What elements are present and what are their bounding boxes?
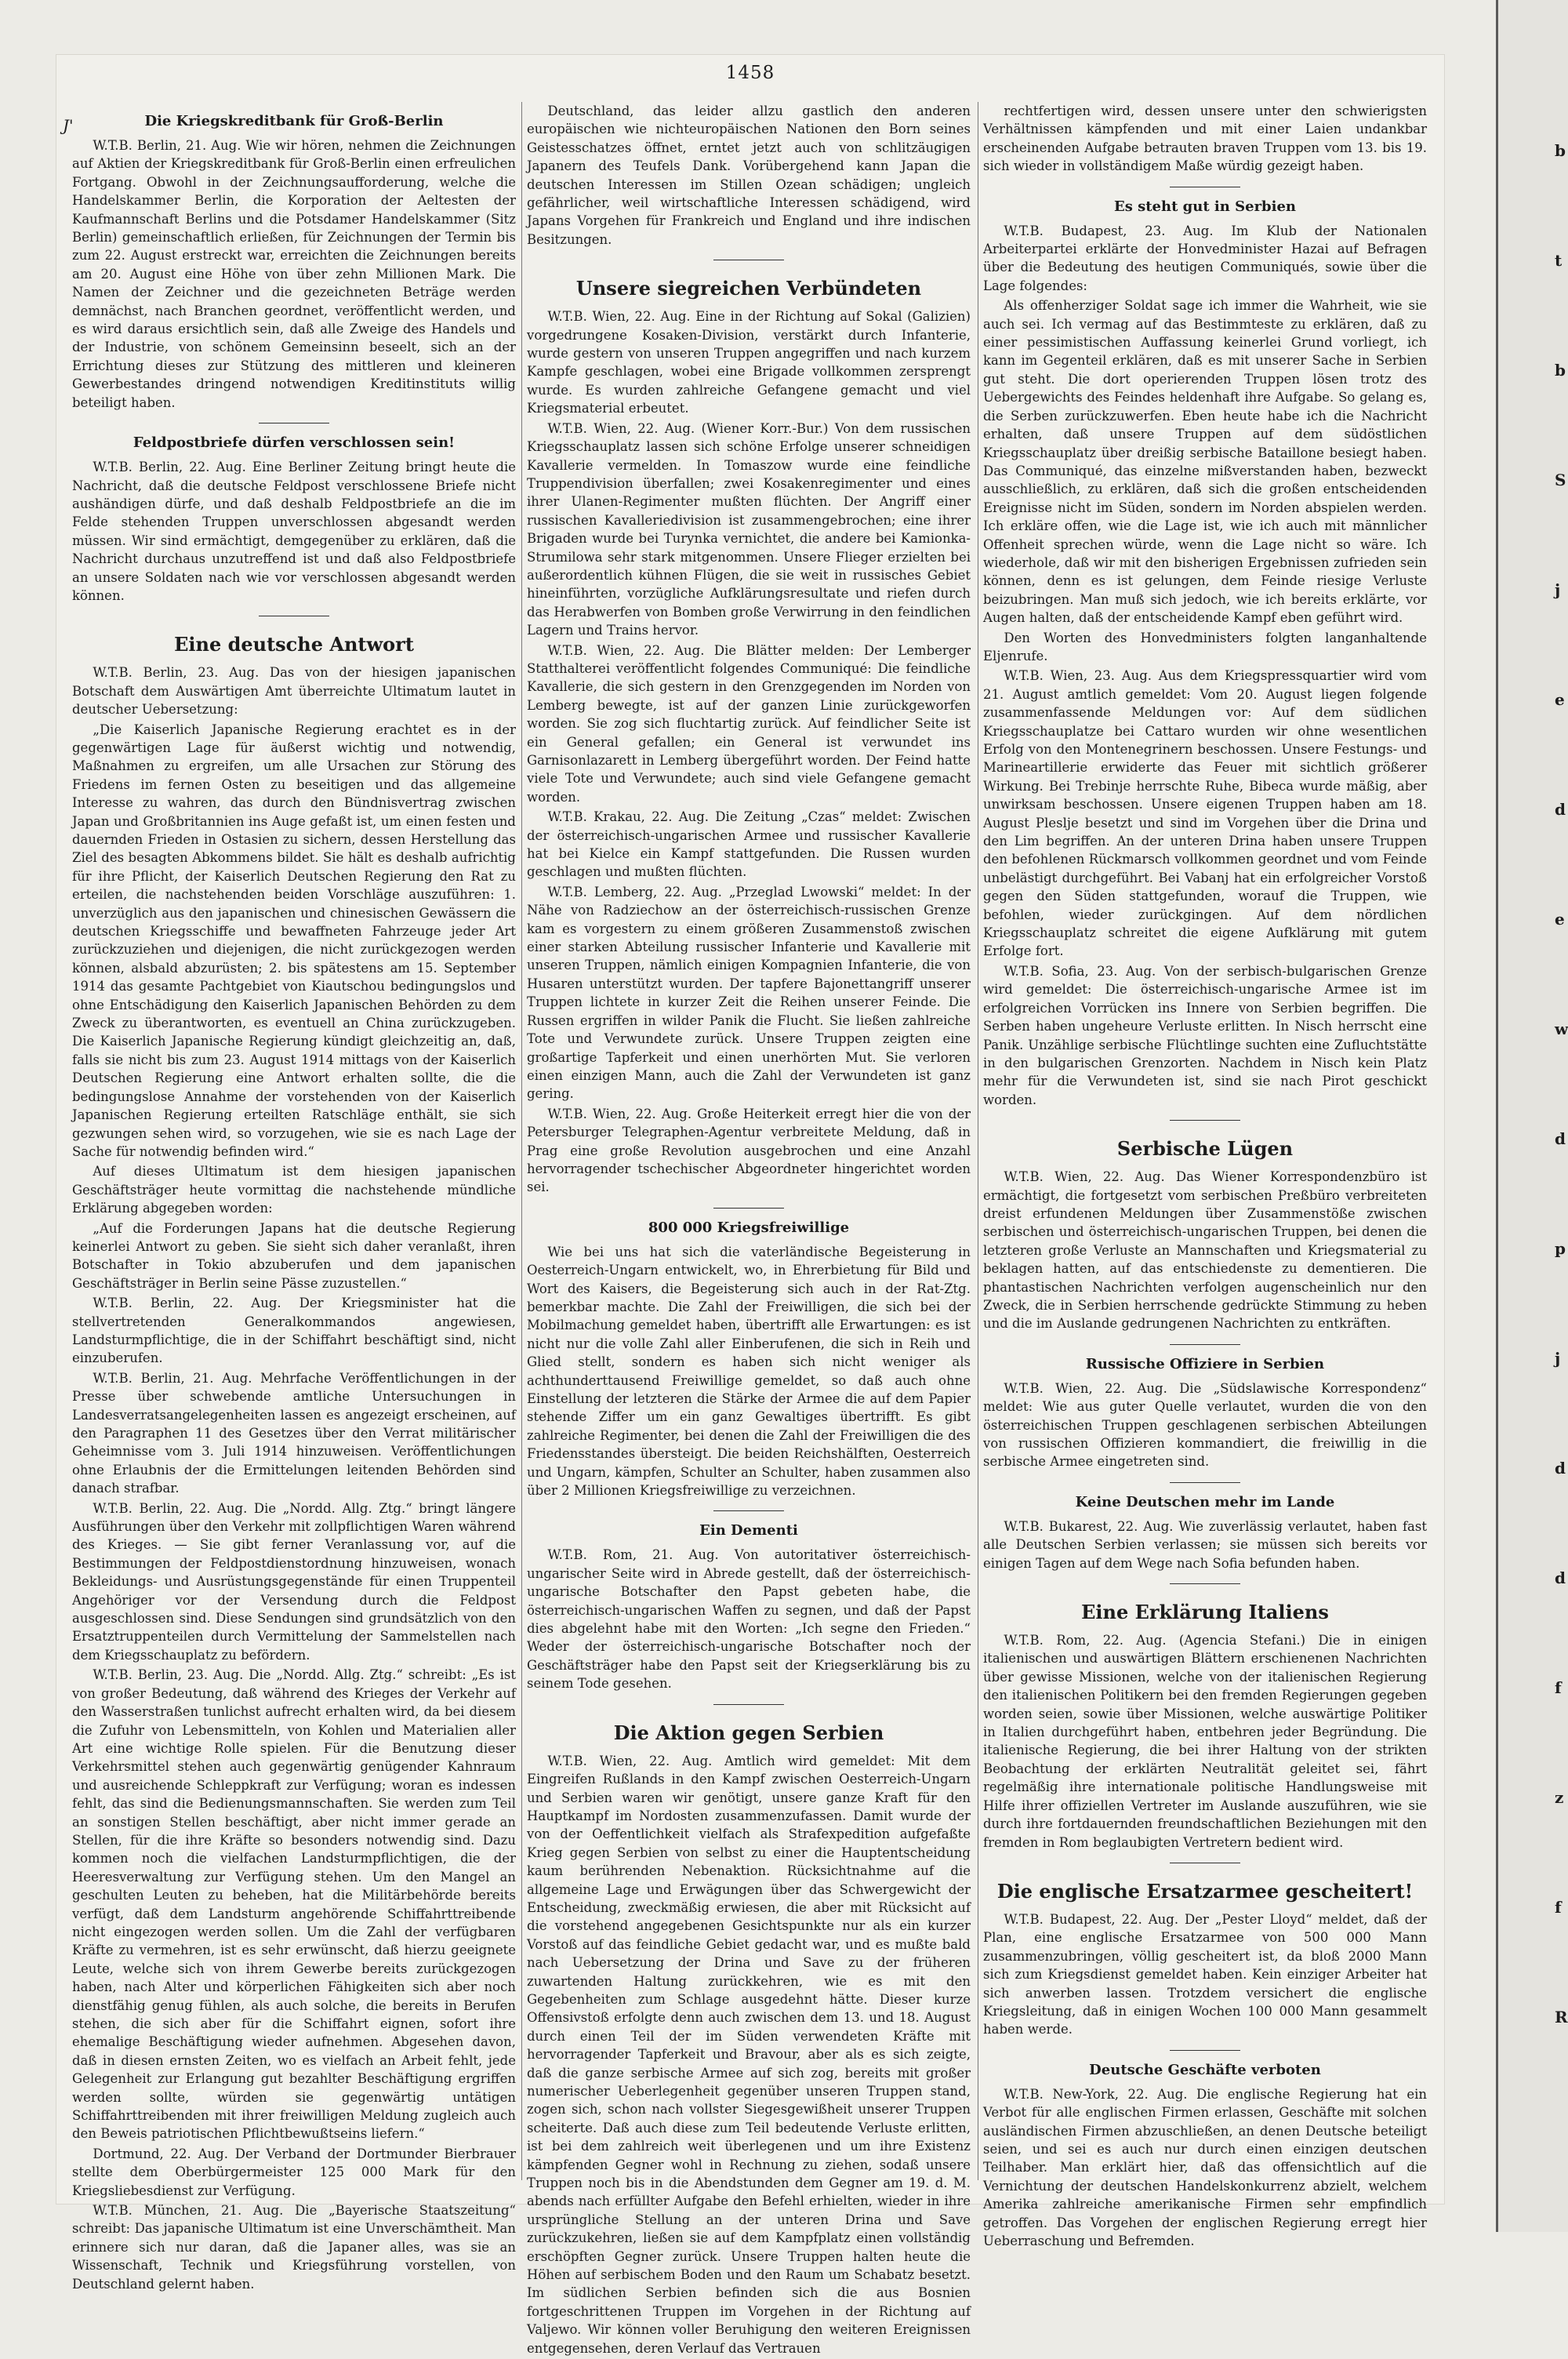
article-headline: Serbische Lügen	[1116, 1137, 1294, 1161]
article-paragraph: W.T.B. Rom, 21. Aug. Von autoritativer österreichisch-ungarischer Seite wird in Abrede gestellt, daß der österreichisch-ungarische Botschafter den Papst gebeten habe, die österreichisch-ungarischen Waffen zu segnen, und daß der Papst dies abgelehnt habe mit den Worten: „Ich segne den Frieden.“ Weder der österreichisch-ungarische Botschafter noch der Geschäftsträger habe den Papst seit der Kriegserklärung bis zu seinem Tode gesehen.	[527, 1547, 971, 1692]
adjacent-page-letter: f	[1555, 1678, 1562, 1697]
article-headline: Die Aktion gegen Serbien	[613, 1721, 884, 1744]
article-paragraph: „Die Kaiserlich Japanische Regierung erachtet es in der gegenwärtigen Lage für äußerst wichtig und notwendig, Maßnahmen zu ergreifen, um alle Ursachen zur Störung des Friedens im fernen Osten zu beseitigen und das allgemeine Interesse zu wahren, das durch den Bündnisvertrag zwischen Japan und Großbritannien ins Auge gefaßt ist, um einen festen und dauernden Frieden in Ostasien zu sichern, dessen Herstellung das Ziel des besagten Abkommens bildet. Sie hält es deshalb aufrichtig für ihre Pflicht, der Kaiserlich Deutschen Regierung den Rat zu erteilen, die nachstehenden beiden Vorschläge auszuführen: 1. unverzüglich aus den japanischen und chinesischen Gewässern die deutschen Kriegsschiffe und bewaffneten Fahrzeuge jeder Art zurückzuziehen und diejenigen, die nicht zurückgezogen werden können, alsbald abzurüsten; 2. bis spätestens am 15. September 1914 das gesamte Pachtgebiet von Kiautschou bedingungslos und ohne Entschädigung den Kaiserlich Japanischen Behörden zu dem Zweck zu überantworten, es eventuell an China zurückzugeben. Die Kaiserlich Japanische Regierung kündigt gleichzeitig an, daß, falls sie nicht bis zum 23. August 1914 mittags von der Kaiserlich Deutschen Regierung eine Antwort erhalten sollte, die die bedingungslose Annahme der vorstehenden von der Kaiserlich Japanischen Regierung erteilten Ratschläge enthält, sie sich gezwungen sehen wird, so vorzugehen, wie sie es nach Lage der Sache für notwendig befinden wird.“	[72, 722, 516, 1159]
article-paragraph: „Auf die Forderungen Japans hat die deutsche Regierung keinerlei Antwort zu geben. Sie sieht sich daher veranlaßt, ihren Botschafter in Tokio abzuberufen und dem japanischen Geschäftsträger in Berlin seine Pässe zuzustellen.“	[72, 1220, 516, 1291]
article	[983, 1138, 1427, 1333]
article-headline: Deutsche Geschäfte verboten	[1089, 2061, 1321, 2078]
article-paragraph: W.T.B. New-York, 22. Aug. Die englische Regierung hat ein Verbot für alle englischen Firmen erlassen, Geschäfte mit solchen ausländischen Firmen abzuschließen, an denen Deutsche beteiligt seien, und sei es auch nur durch einen einzigen deutschen Teilhaber. Man erklärt hier, daß das offensichtlich auf die Vernichtung der deutschen Handelskonkurrenz abzielt, welchem Amerika zahlreiche amerikanische Firmen sehr empfindlich getroffen. Das Vorgehen der englischen Regierung erregt hier Ueberraschung und Befremden.	[983, 2086, 1427, 2248]
article	[983, 1356, 1427, 1471]
adjacent-page-letter: R	[1555, 2008, 1568, 2026]
article-headline: Es steht gut in Serbien	[1113, 198, 1297, 215]
adjacent-page-letter: b	[1555, 141, 1566, 160]
article-paragraph: Als offenherziger Soldat sage ich immer die Wahrheit, wie sie auch sei. Ich vermag auf das Bestimmteste zu erklären, daß zu einer pessimistischen Auffassung keinerlei Grund vorliegt, ich kann im Gegenteil erklären, daß es mit unserer Sache in Serbien gut steht. Die dort operierenden Truppen lösen trotz des Uebergewichts des Feindes heldenhaft ihre Aufgabe. So gelang es, die Serben zurückzuwerfen. Eben heute habe ich die Nachricht erhalten, daß unsere Truppen auf dem südöstlichen Kriegsschauplatz über dreißig serbische Bataillone besiegt haben. Das Communiqué, das einzelne mißverstanden haben, bezweckt ausschließlich, zu erklären, daß sich die großen entscheidenden Ereignisse nicht im Süden, sondern im Norden abspielen werden. Ich erkläre offen, wie die Lage ist, wie ich auch mit männlicher Offenheit sprechen würde, wenn die Lage nicht so wäre. Ich wiederhole, daß wir mit den bisherigen Ergebnissen zufrieden sein können, denn es ist gelungen, dem Feinde riesige Verluste beizubringen. Man muß sich jedoch, wie ich bereits erklärte, vor Augen halten, daß der entscheidende Kampf eben geführt wird.	[983, 298, 1427, 626]
article-headline: Eine Erklärung Italiens	[1081, 1601, 1329, 1624]
article	[983, 198, 1427, 1110]
article-paragraph: W.T.B. Wien, 22. Aug. Amtlich wird gemeldet: Mit dem Eingreifen Rußlands in den Kampf zwischen Oesterreich-Ungarn und Serbien waren wir genötigt, unsere ganze Kraft für den Hauptkampf im Nordosten zusammenzufassen. Damit wurde der von der Oeffentlichkeit vielfach als Strafexpedition aufgefaßte Krieg gegen Serbien von selbst zu einer die Hauptentscheidung kaum berührenden Nebenaktion. Rücksichtnahme auf die allgemeine Lage und Erwägungen über das Schwergewicht der Entscheidung, zweckmäßig erwiesen, die aber mit Rücksicht auf die vorstehend angegebenen Gesichtspunkte nur als ein kurzer Vorstoß auf das feindliche Gebiet gedacht war, und es mußte bald nach Uebersetzung der Drina und Save zu der früheren zuwartenden Haltung zurückkehren, wie es mit den Gegebenheiten zum Schlage ausgedehnt hätte. Dieser kurze Offensivstoß erfolgte denn auch zwischen dem 13. und 18. August durch einen Teil der im Süden verwendeten Kräfte mit hervorragender Tapferkeit und Bravour, aber als es sich zeigte, daß die ganze serbische Armee auf sich zog, bereits mit großer numerischer Ueberlegenheit gegenüber unseren Truppen stand, zogen sich, schon nach vollster Siegesgewißheit unserer Truppen scheiterte. Daß auch diese zum Teil bedeutende Verluste erlitten, ist bei dem zahlreich weit überlegenen und um ihre Existenz kämpfenden Gegner wohl in Rechnung zu ziehen, sodaß unsere Truppen noch bis in die Abendstunden dem Gegner am 19. d. M. abends nach erfüllter Aufgabe den Befehl erhielten, wieder in ihre ursprüngliche Stellung an der unteren Drina und Save zurückzukehren, ließen sie auf dem Kampfplatz einen vollständig erschöpften Gegner zurück. Unsere Truppen halten heute die Höhen auf serbischem Boden und den Raum um Schabatz besetzt. Im südlichen Serbien befinden sich die aus Bosnien fortgeschrittenen Truppen im Vorgehen in der Richtung auf Valjewo. Wir können voller Beruhigung den weiteren Ereignissen entgegensehen, deren Verlauf das Vertrauen	[527, 1753, 971, 2356]
article-divider	[1170, 1583, 1240, 1584]
article-paragraph: W.T.B. Krakau, 22. Aug. Die Zeitung „Czas“ meldet: Zwischen der österreichisch-ungarischen Armee und russischer Kavallerie hat bei Kielce ein Kampf stattgefunden. Die Russen wurden geschlagen und mußten flüchten.	[527, 809, 971, 880]
article-paragraph: W.T.B. Wien, 22. Aug. (Wiener Korr.-Bur.) Von dem russischen Kriegsschauplatz lassen sich schöne Erfolge unserer schneidigen Kavallerie vermelden. In Tomaszow wurde eine feindliche Truppendivision überfallen; zwei Kosakenregimenter und eines ihrer Ulanen-Regimenter mußten flüchten. Der Angriff einer russischen Kavalleriedivision ist zusammengebrochen; eine ihrer Brigaden wurde bei Turynka vernichtet, die andere bei Kamionka-Strumilowa sehr stark mitgenommen. Unsere Flieger erzielten bei außerordentlich kühnen Flügen, die sie weit in russisches Gebiet hineinführten, vorzügliche Aufklärungsresultate und riefen durch das Herabwerfen von Bomben große Verwirrung in den feindlichen Lagern und Trains hervor.	[527, 420, 971, 638]
article-divider	[1170, 2050, 1240, 2051]
article-paragraph: W.T.B. Wien, 22. Aug. Eine in der Richtung auf Sokal (Galizien) vorgedrungene Kosaken-Division, verstärkt durch Infanterie, wurde gestern von unseren Truppen angegriffen und nach kurzem Kampfe geschlagen, wobei eine Brigade vollkommen zersprengt wurde. Es wurden zahlreiche Gefangene gemacht und viel Kriegsmaterial erbeutet.	[527, 309, 971, 416]
article-paragraph: W.T.B. Wien, 22. Aug. Die Blätter melden: Der Lemberger Statthalterei veröffentlicht folgendes Communiqué: Die feindliche Kavallerie, die sich gestern in den Grenzgegenden im Norden von Lemberg bewegte, ist auf der ganzen Linie zurückgeworfen worden. Sie zog sich fluchtartig zurück. Auf feindlicher Seite ist ein General gefallen; ein General ist verwundet ins Garnisonlazarett in Lemberg übergeführt worden. Der Feind hatte viele Tote und Verwundete; auch sind viele Gefangene gemacht worden.	[527, 642, 971, 805]
article-paragraph: W.T.B. Wien, 22. Aug. Das Wiener Korrespondenzbüro ist ermächtigt, die fortgesetzt vom serbischen Preßbüro verbreiteten dreist erfundenen Meldungen über Zusammenstöße zwischen serbischen und österreichisch-ungarischen Truppen, bei denen die letzteren große Verluste an Mannschaften und Kriegsmaterial zu beklagen hatten, auf das entschiedenste zu dementieren. Die phantastischen Nachrichten verfolgen augenscheinlich nur den Zweck, die in Serbien herrschende gedrückte Stimmung zu heben und die im Auslande gedrungenen Nachrichten zu entkräften.	[983, 1169, 1427, 1332]
adjacent-page-letter: d	[1555, 1129, 1566, 1148]
article-paragraph: Dortmund, 22. Aug. Der Verband der Dortmunder Bierbrauer stellte dem Oberbürgermeister 125 000 Mark für den Kriegsliebesdienst zur Verfügung.	[72, 2146, 516, 2198]
adjacent-page-letter: d	[1555, 800, 1566, 819]
article	[983, 1881, 1427, 2039]
article	[527, 1219, 971, 1500]
article-headline: Keine Deutschen mehr im Lande	[1075, 1493, 1335, 1510]
article-paragraph: rechtfertigen wird, dessen unsere unter den schwierigsten Verhältnissen kämpfenden und mit einer Laien undankbar erscheinenden Aufgabe betrauten braven Truppen vom 13. bis 19. sich wieder in vollständigem Maße würdig gezeigt haben.	[983, 104, 1427, 174]
column-left	[72, 102, 516, 2295]
article-paragraph: W.T.B. Sofia, 23. Aug. Von der serbisch-bulgarischen Grenze wird gemeldet: Die österreichisch-ungarische Armee ist im erfolgreichen Vorrücken ins Innere von Serbien begriffen. Die Serben haben ungeheure Verluste erlitten. In Nisch herrscht eine Panik. Unzählige serbische Flüchtlinge suchten eine Zufluchtstätte in den bulgarischen Grenzorten. Nachdem in Nisch kein Platz mehr für die Verwundeten ist, sind sie nach Pirot geschickt worden.	[983, 963, 1427, 1107]
article-paragraph: Deutschland, das leider allzu gastlich den anderen europäischen wie nichteuropäischen Nationen den Born seines Geistesschatzes öffnet, erntet jetzt auch von schlitzäugigen Japanern des Teufels Dank. Vorübergehend kann Japan die deutschen Interessen im Stillen Ozean schädigen; ungleich gefährlicher, weil wirtschaftliche Interessen schädigend, wird Japans Vorgehen für Frankreich und England und ihre indischen Besitzungen.	[527, 104, 971, 247]
article-headline: Die englische Ersatzarmee gescheitert!	[996, 1879, 1414, 1903]
article	[983, 2062, 1427, 2251]
article-paragraph: Auf dieses Ultimatum ist dem hiesigen japanischen Geschäftsträger heute vormittag die nachstehende mündliche Erklärung abgegeben worden:	[72, 1164, 516, 1216]
article	[527, 1522, 971, 1692]
column-middle	[527, 102, 971, 2359]
adjacent-page-letter: t	[1555, 251, 1563, 270]
adjacent-page-letter: z	[1555, 1788, 1564, 1807]
article-paragraph: W.T.B. Budapest, 23. Aug. Im Klub der Nationalen Arbeiterpartei erklärte der Honvedminister Hazai auf Befragen über die Bedeutung des heutigen Communiqués, sowie über die Lage folgendes:	[983, 223, 1427, 293]
article	[983, 1494, 1427, 1572]
adjacent-page-letter: e	[1555, 690, 1565, 709]
article	[527, 1722, 971, 2357]
article-divider	[1170, 1482, 1240, 1483]
adjacent-page-letter: j	[1555, 1349, 1561, 1368]
adjacent-page-letter: f	[1555, 1898, 1562, 1917]
article-paragraph: W.T.B. Wien, 22. Aug. Große Heiterkeit erregt hier die von der Petersburger Telegraphen-Agentur verbreitete Meldung, daß in Prag eine große Revolution ausgebrochen und eine Anzahl hervorragender tschechischer Abgeordneter hingerichtet worden sei.	[527, 1106, 971, 1195]
article-paragraph: W.T.B. München, 21. Aug. Die „Bayerische Staatszeitung“ schreibt: Das japanische Ultimatum ist eine Unverschämtheit. Man erinnere sich nur daran, daß die Japaner alles, was sie an Wissenschaft, Technik und Kriegsführung vorstellen, von Deutschland gelernt haben.	[72, 2203, 516, 2292]
adjacent-page-edge	[1496, 0, 1568, 2232]
article	[527, 102, 971, 249]
adjacent-page-letter: p	[1555, 1239, 1566, 1258]
adjacent-page-letter: j	[1555, 580, 1561, 599]
article-paragraph: Den Worten des Honvedministers folgten langanhaltende Eljenrufe.	[983, 630, 1427, 663]
adjacent-page-letter: d	[1555, 1459, 1566, 1478]
article-divider	[713, 1510, 784, 1511]
article-divider	[1170, 1344, 1240, 1345]
article-paragraph: Wie bei uns hat sich die vaterländische Begeisterung in Oesterreich-Ungarn entwickelt, wo, in Ehrerbietung für Bild und Wort des Kaisers, die Begeisterung sich auch in der Rat-Ztg. bemerkbar machte. Die Zahl der Freiwilligen, die sich bei der Mobilmachung gemeldet haben, übertrifft alle Erwartungen: es ist nicht nur die volle Zahl aller Einberufenen, die sich in Reih und Glied stellt, sondern es haben sich nicht weniger als achthunderttausend Freiwillige gemeldet, so daß auch ohne Einstellung der letzteren die Stärke der Armee die auf dem Papier stehende Ziffer um ein ganz Gewaltiges übertrifft. Es gibt zahlreiche Regimenter, bei denen die Zahl der Freiwilligen die des Friedensstandes übersteigt. Die beiden Reichshälften, Oesterreich und Ungarn, kämpfen, Schulter an Schulter, haben zusammen also über 2 Millionen Kriegsfreiwillige zu verzeichnen.	[527, 1244, 971, 1499]
article-paragraph: W.T.B. Bukarest, 22. Aug. Wie zuverlässig verlautet, haben fast alle Deutschen Serbien verlassen; sie müssen sich bereits vor einigen Tagen auf dem Wege nach Sofia befunden haben.	[983, 1518, 1427, 1571]
article-paragraph: W.T.B. Berlin, 22. Aug. Die „Nordd. Allg. Ztg.“ bringt längere Ausführungen über den Verkehr mit zollpflichtigen Waren während des Krieges. — Sie gibt ferner Veranlassung vor, auf die Bestimmungen der Feldpostdienstordnung hinzuweisen, wonach Bekleidungs- und Ausrüstungsgegenstände für einen Truppenteil Angehöriger vor der Versendung durch die Feldpost ausgeschlossen sind. Diese Sendungen sind grundsätzlich von den Ersatztruppenteilen durch Vermittelung der Sammelstellen nach dem Kriegsschauplatz zu befördern.	[72, 1500, 516, 1663]
column-rule	[521, 102, 522, 2180]
article	[72, 434, 516, 605]
adjacent-page-letter: w	[1555, 1020, 1568, 1038]
article-headline: Die Kriegskreditbank für Groß-Berlin	[144, 113, 444, 129]
margin-mark: J'	[63, 116, 74, 135]
article-paragraph: W.T.B. Wien, 22. Aug. Die „Südslawische Korrespondenz“ meldet: Wie aus guter Quelle verlautet, wurden die von den österreichischen Truppen geschlagenen serbischen Abteilungen von russischen Offizieren kommandiert, die freiwillig in die serbische Armee eingetreten sind.	[983, 1380, 1427, 1470]
adjacent-page-letter: e	[1555, 910, 1565, 929]
adjacent-page-letter: d	[1555, 1568, 1566, 1587]
article-headline: Unsere siegreichen Verbündeten	[575, 277, 922, 300]
article-paragraph: W.T.B. Berlin, 22. Aug. Der Kriegsminister hat die stellvertretenden Generalkommandos angewiesen, Landsturmpflichtige, die in der Schiffahrt beschäftigt sind, nicht einzuberufen.	[72, 1296, 516, 1366]
article-headline: Eine deutsche Antwort	[174, 633, 414, 656]
article	[983, 102, 1427, 176]
article-paragraph: W.T.B. Berlin, 21. Aug. Mehrfache Veröffentlichungen in der Presse über schwebende amtliche Untersuchungen in Landesverratsangelegenheiten lassen es angezeigt erscheinen, auf den Paragraphen 11 des Gesetzes über den Verrat militärischer Geheimnisse vom 3. Juli 1914 hinzuweisen. Veröffentlichungen ohne Erlaubnis der die Ermittelungen leitenden Behörden sind danach strafbar.	[72, 1370, 516, 1496]
article	[72, 634, 516, 2293]
article-divider	[713, 1704, 784, 1705]
article-paragraph: W.T.B. Budapest, 22. Aug. Der „Pester Lloyd“ meldet, daß der Plan, eine englische Ersatzarmee von 500 000 Mann zusammenzubringen, völlig gescheitert ist, da bloß 2000 Mann sich zum Kriegsdienst gemeldet haben. Kein einziger Arbeiter hat sich anwerben lassen. Trotzdem versichert die englische Kriegsleitung, daß in einigen Wochen 100 000 Mann gesammelt haben werde.	[983, 1911, 1427, 2037]
article-divider	[713, 1208, 784, 1209]
article-divider	[1170, 1120, 1240, 1121]
article	[983, 1601, 1427, 1852]
adjacent-page-letter: S	[1555, 471, 1566, 489]
page-number: 1458	[725, 63, 775, 83]
article-paragraph: W.T.B. Berlin, 22. Aug. Eine Berliner Zeitung bringt heute die Nachricht, daß die deutsche Feldpost verschlossene Briefe nicht aushändigen dürfe, und daß deshalb Feldpostbriefe an die im Felde stehenden Truppen unverschlossen abgesandt werden müssen. Wir sind ermächtigt, demgegenüber zu erklären, daß die Nachricht durchaus unzutreffend ist und daß also Feldpostbriefe an unsere Soldaten nach wie vor verschlossen abgesandt werden können.	[72, 460, 516, 603]
newspaper-page	[56, 55, 1444, 2356]
article-paragraph: W.T.B. Lemberg, 22. Aug. „Przeglad Lwowski“ meldet: In der Nähe von Radziechow an der österreichisch-russischen Grenze kam es vorgestern zu einem größeren Zusammenstoß zwischen einer starken Abteilung russischer Infanterie und Kavallerie mit unseren Truppen, nämlich einigen Kompagnien Infanterie, die von Husaren unterstützt wurden. Der tapfere Bajonettangriff unserer Truppen lichtete in kurzer Zeit die Reihen unserer Feinde. Die Russen ergriffen in wilder Panik die Flucht. Sie ließen zahlreiche Tote und Verwundete zurück. Unsere Truppen zeigten eine großartige Tapferkeit und einen unerhörten Mut. Sie verloren einen einzigen Mann, auch die Zahl der Verwundeten ist ganz gering.	[527, 884, 971, 1102]
article-paragraph: W.T.B. Berlin, 21. Aug. Wie wir hören, nehmen die Zeichnungen auf Aktien der Kriegskreditbank für Groß-Berlin einen erfreulichen Fortgang. Obwohl in der Zeichnungsaufforderung, welche die Handelskammer Berlin, die Korporation der Aeltesten der Kaufmannschaft Berlins und die Potsdamer Handelskammer (Sitz Berlin) gemeinschaftlich erließen, für Zeichnungen der Termin bis zum 22. August erstreckt war, erreichten die Zeichnungen bereits am 20. August eine Höhe von über zehn Millionen Mark. Die Namen der Zeichner und die gezeichneten Beträge werden demnächst, nach Branchen geordnet, veröffentlicht werden, und es wird daraus ersichtlich sein, daß alle Zweige des Handels und der Industrie, von schönem Gemeinsinn beseelt, sich an der Errichtung dieses zur Stützung des mittleren und kleineren Gewerbestandes dringend notwendigen Kreditinstituts willig beteiligt haben.	[72, 138, 516, 410]
article-headline: Russische Offiziere in Serbien	[1085, 1355, 1325, 1372]
article-headline: Ein Dementi	[699, 1522, 798, 1539]
article	[527, 278, 971, 1197]
article-paragraph: W.T.B. Berlin, 23. Aug. Das von der hiesigen japanischen Botschaft dem Auswärtigen Amt überreichte Ultimatum lautet in deutscher Uebersetzung:	[72, 665, 516, 718]
article	[72, 113, 516, 412]
article-headline: Feldpostbriefe dürfen verschlossen sein!	[132, 434, 456, 452]
article-paragraph: W.T.B. Wien, 23. Aug. Aus dem Kriegspressquartier wird vom 21. August amtlich gemeldet: Vom 20. August liegen folgende zusammenfassende Meldungen vor: Auf dem südlichen Kriegsschauplatze bei Cattaro wurden wir ohne wesentlichen Erfolg von den Montenegrinern beschossen. Unsere Festungs- und Marineartillerie erwiderte das Feuer mit sichtlich größerer Wirkung. Bei Trebinje herrschte Ruhe, Bibeca wurde mäßig, aber unwirksam beschossen. Unsere eigenen Truppen haben am 18. August Pleslje besetzt und sind im Vorgehen über die Drina und den Lim begriffen. An der unteren Drina haben unsere Truppen den befohlenen Rückmarsch vollkommen geordnet und vom Feinde unbelästigt durchgeführt. Bei Vabanj hat ein erfolgreicher Vorstoß gegen den Süden stattgefunden, worauf die Truppen, wie befohlen, wieder zurückgingen. Auf dem nördlichen Kriegsschauplatz schreitet die eigene Aufklärung mit gutem Erfolge fort.	[983, 668, 1427, 959]
article-headline: 800 000 Kriegsfreiwillige	[648, 1219, 850, 1236]
article-paragraph: W.T.B. Berlin, 23. Aug. Die „Nordd. Allg. Ztg.“ schreibt: „Es ist von großer Bedeutung, daß während des Krieges der Verkehr auf den Wasserstraßen tunlichst aufrecht erhalten wird, da bei diesem die Zufuhr von Lebensmitteln, von Kohlen und Materialien aller Art eine wichtige Rolle spielen. Für die Benutzung dieser Verkehrsmittel stehen auch gegenwärtig genügender Kahnraum und ausreichende Schleppkraft zur Verfügung; woran es indessen fehlt, das sind die Bedienungsmannschaften. Sie werden zum Teil an sonstigen Stellen beschäftigt, aber nicht immer gerade an Stellen, für die ihre Kräfte so besonders notwendig sind. Dazu kommen noch die vielfachen Landsturmpflichtigen, die der Heeresverwaltung zur Verfügung stehen. Um den Mangel an geschulten Leuten zu beheben, hat die Militärbehörde bereits verfügt, daß dem Landsturm angehörende Schiffahrttreibende nicht eingezogen werden sollen. Um die Zahl der verfügbaren Kräfte zu vermehren, ist es sehr erwünscht, daß hierzu geeignete Leute, welche sich von ihrem Gewerbe bereits zurückgezogen haben, nach Alter und körperlichen Fähigkeiten sich aber noch dienstfähig genug fühlen, als auch solche, die bereits in Berufen stehen, die sich aber für die Schiffahrt eignen, sofort ihre ehemalige Beschäftigung wieder aufnehmen. Abgesehen davon, daß in diesen ernsten Zeiten, wo es vielfach an Arbeit fehlt, jede Gelegenheit zur Erlangung gut bezahlter Beschäftigung ergriffen werden sollte, würden sie gegenwärtig untätigen Schiffahrttreibenden mit ihrer freiwilligen Meldung zugleich auch den Beweis patriotischen Pflichtbewußtseins liefern.“	[72, 1667, 516, 2142]
article-paragraph: W.T.B. Rom, 22. Aug. (Agencia Stefani.) Die in einigen italienischen und auswärtigen Blättern erschienenen Nachrichten über gewisse Missionen, welche von der italienischen Regierung den italienischen Politikern bei den fremden Regierungen gegeben worden seien, sowie über Missionen, welche auswärtige Politiker in Italien durchgeführt haben, entbehren jeder Begründung. Die italienische Regierung, die bei ihrer Haltung von der strikten Beobachtung der erklärten Neutralität geleitet sei, fährt regelmäßig ihre internationale politische Handlungsweise mit Hilfe ihrer offiziellen Vertreter im Auslande auszuführen, wie sie durch ihre fortdauernden freundschaftlichen Beziehungen mit den fremden in Rom beglaubigten Vertretern bedient wird.	[983, 1633, 1427, 1850]
adjacent-page-letter: b	[1555, 361, 1566, 380]
column-right	[983, 102, 1427, 2252]
